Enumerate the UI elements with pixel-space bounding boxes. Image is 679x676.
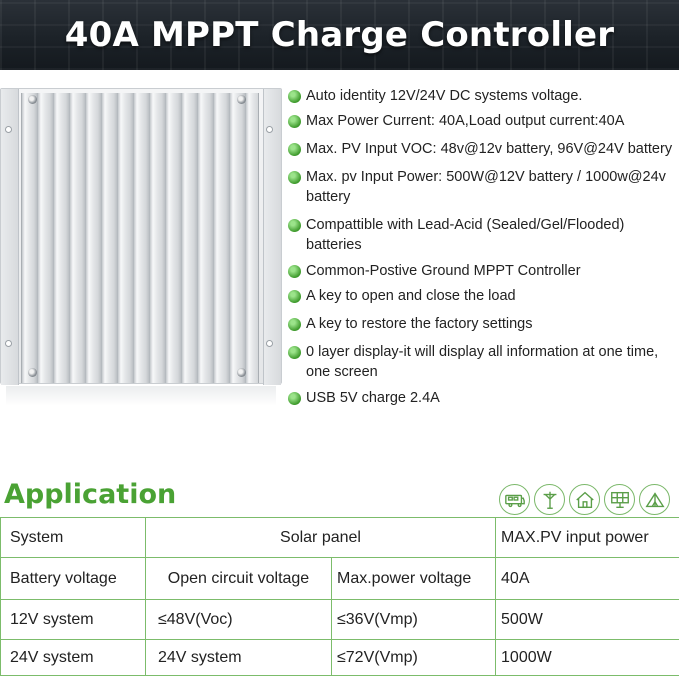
green-bullet-icon bbox=[288, 171, 301, 184]
table-cell: 40A bbox=[496, 558, 679, 600]
screw-icon bbox=[28, 368, 37, 377]
controller-body bbox=[0, 88, 282, 384]
product-reflection bbox=[6, 386, 276, 406]
screw-icon bbox=[237, 368, 246, 377]
green-bullet-icon bbox=[288, 115, 301, 128]
header-banner bbox=[0, 0, 679, 70]
screw-icon bbox=[28, 95, 37, 104]
green-bullet-icon bbox=[288, 143, 301, 156]
green-bullet-icon bbox=[288, 265, 301, 278]
table-cell: 12V system bbox=[1, 600, 146, 640]
feature-item: 0 layer display-it will display all information at one time, one screen bbox=[288, 342, 673, 382]
table-row bbox=[1, 640, 679, 676]
table-cell: Solar panel bbox=[146, 518, 496, 558]
tent-icon bbox=[639, 484, 670, 515]
table-cell: 1000W bbox=[496, 640, 679, 676]
table-cell: MAX.PV input power bbox=[496, 518, 679, 558]
mount-hole bbox=[266, 126, 273, 133]
table-cell: ≤72V(Vmp) bbox=[332, 640, 496, 676]
table-cell: ≤48V(Voc) bbox=[146, 600, 332, 640]
table-cell: ≤36V(Vmp) bbox=[332, 600, 496, 640]
table-subheader-row bbox=[1, 558, 679, 600]
product-image bbox=[0, 88, 282, 388]
feature-item: A key to restore the factory settings bbox=[288, 314, 673, 334]
feature-list bbox=[288, 86, 673, 408]
rv-camper-icon bbox=[499, 484, 530, 515]
green-bullet-icon bbox=[288, 90, 301, 103]
spec-table bbox=[0, 517, 679, 676]
table-cell: 24V system bbox=[146, 640, 332, 676]
page-title: 40A MPPT Charge Controller bbox=[64, 15, 615, 55]
solar-panel-icon bbox=[604, 484, 635, 515]
green-bullet-icon bbox=[288, 392, 301, 405]
mount-hole bbox=[266, 340, 273, 347]
feature-item: Max. PV Input VOC: 48v@12v battery, 96V@24V battery bbox=[288, 139, 673, 159]
feature-item: Common-Postive Ground MPPT Controller bbox=[288, 261, 673, 281]
feature-item: A key to open and close the load bbox=[288, 286, 673, 306]
table-cell: Battery voltage bbox=[1, 558, 146, 600]
application-icons bbox=[499, 484, 670, 515]
screw-icon bbox=[237, 95, 246, 104]
mount-hole bbox=[5, 126, 12, 133]
table-cell: 500W bbox=[496, 600, 679, 640]
green-bullet-icon bbox=[288, 219, 301, 232]
feature-item: Auto identity 12V/24V DC systems voltage. bbox=[288, 86, 673, 106]
application-title: Application bbox=[4, 479, 177, 510]
table-cell: Open circuit voltage bbox=[146, 558, 332, 600]
green-bullet-icon bbox=[288, 318, 301, 331]
green-bullet-icon bbox=[288, 290, 301, 303]
house-icon bbox=[569, 484, 600, 515]
green-bullet-icon bbox=[288, 346, 301, 359]
heatsink-fins bbox=[21, 93, 259, 383]
feature-item: Compattible with Lead-Acid (Sealed/Gel/Flooded) batteries bbox=[288, 215, 673, 255]
mount-hole bbox=[5, 340, 12, 347]
feature-item: Max. pv Input Power: 500W@12V battery / 1000w@24v battery bbox=[288, 167, 673, 207]
table-row bbox=[1, 600, 679, 640]
feature-item: USB 5V charge 2.4A bbox=[288, 388, 673, 408]
table-cell: 24V system bbox=[1, 640, 146, 676]
utility-pole-icon bbox=[534, 484, 565, 515]
feature-item: Max Power Current: 40A,Load output current:40A bbox=[288, 111, 673, 131]
table-header-row bbox=[1, 518, 679, 558]
table-cell: System bbox=[1, 518, 146, 558]
table-cell: Max.power voltage bbox=[332, 558, 496, 600]
